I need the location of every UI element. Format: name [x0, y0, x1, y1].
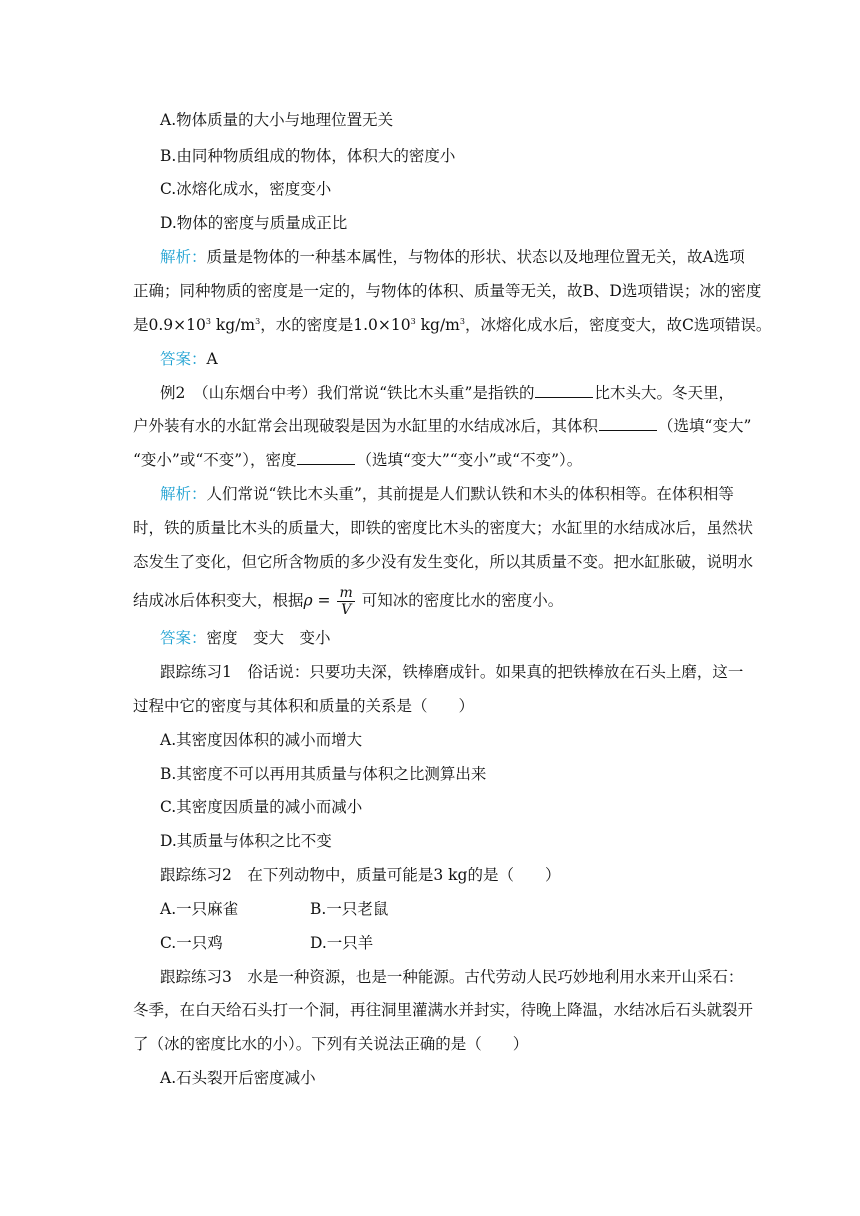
example-line — [133, 416, 751, 436]
unit: kg/m — [415, 316, 460, 334]
option-a: A.其密度因体积的减小而增大 — [160, 731, 363, 749]
analysis-line — [133, 315, 771, 335]
exponent: 3 — [459, 316, 465, 326]
analysis-line: 正确；同种物质的密度是一定的，与物体的体积、质量等无关，故B、D选项错误；冰的密度 — [133, 282, 762, 300]
example-text: 比木头大。冬天里， — [594, 384, 734, 402]
analysis-text: ，冰熔化成水后，密度变大，故C选项错误。 — [464, 316, 772, 334]
option-c: C.冰熔化成水，密度变小 — [160, 180, 332, 198]
example-text: 例2 （山东烟台中考）我们常说“铁比木头重”是指铁的 — [160, 384, 535, 402]
fill-blank — [535, 383, 593, 398]
analysis-text: 是0.9×10 — [133, 316, 206, 334]
formula-numerator: m — [339, 585, 353, 601]
exponent: 3 — [205, 316, 211, 326]
density-symbol: ρ = — [303, 591, 336, 610]
practice-line: 跟踪练习2 在下列动物中，质量可能是3 kg的是（ ） — [160, 866, 561, 884]
example-text: （选填“变大”“变小”或“不变”）。 — [356, 451, 583, 469]
answer-label: 答案： — [160, 629, 207, 647]
analysis-text: 可知冰的密度比水的密度小。 — [356, 591, 564, 610]
practice-line: 跟踪练习3 水是一种资源，也是一种能源。古代劳动人民巧妙地利用水来开山采石： — [160, 968, 744, 986]
example-line — [133, 450, 582, 470]
analysis-line — [160, 247, 745, 267]
option-a: A.物体质量的大小与地理位置无关 — [160, 111, 394, 129]
practice-line: 过程中它的密度与其体积和质量的关系是（ ） — [133, 697, 475, 715]
practice-line: 了（冰的密度比水的小）。下列有关说法正确的是（ ） — [133, 1035, 529, 1053]
answer-value: 密度 变大 变小 — [206, 629, 331, 647]
example-line — [160, 383, 734, 403]
answer-label: 答案： — [160, 350, 207, 368]
fill-blank — [297, 450, 355, 465]
analysis-line — [133, 585, 563, 618]
option-b: B.其密度不可以再用其质量与体积之比测算出来 — [160, 765, 487, 783]
exponent: 3 — [410, 316, 416, 326]
formula-denominator: V — [341, 602, 352, 618]
analysis-line: 时，铁的质量比木头的质量大，即铁的密度比木头的密度大；水缸里的水结成冰后，虽然状 — [133, 519, 754, 537]
practice-line: 冬季，在白天给石头打一个洞，再往洞里灌满水并封实，待晚上降温，水结冰后石头就裂开 — [133, 1001, 754, 1019]
formula-fraction — [337, 585, 354, 618]
option-a: A.石头裂开后密度减小 — [160, 1069, 316, 1087]
option-a: A.一只麻雀 — [160, 900, 239, 918]
analysis-line: 态发生了变化，但它所含物质的多少没有发生变化，所以其质量不变。把水缸胀破，说明水 — [133, 553, 754, 571]
analysis-text: 质量是物体的一种基本属性，与物体的形状、状态以及地理位置无关，故A选项 — [206, 248, 745, 266]
fill-blank — [599, 416, 657, 431]
answer-value: A — [206, 350, 218, 368]
analysis-text: 结成冰后体积变大，根据 — [133, 591, 304, 610]
answer-line — [160, 628, 331, 648]
answer-line — [160, 349, 218, 369]
analysis-label: 解析： — [160, 485, 207, 503]
exponent: 3 — [255, 316, 261, 326]
analysis-text: ，水的密度是1.0×10 — [260, 316, 411, 334]
analysis-text: 人们常说“铁比木头重”，其前提是人们默认铁和木头的体积相等。在体积相等 — [206, 485, 734, 503]
option-b: B.由同种物质组成的物体，体积大的密度小 — [160, 147, 456, 165]
option-d: D.一只羊 — [310, 934, 374, 952]
option-c: C.其密度因质量的减小而减小 — [160, 798, 363, 816]
example-text: “变小”或“不变”），密度 — [133, 451, 297, 469]
option-d: D.物体的密度与质量成正比 — [160, 214, 348, 232]
option-d: D.其质量与体积之比不变 — [160, 832, 332, 850]
analysis-line — [160, 484, 734, 504]
option-c: C.一只鸡 — [160, 934, 223, 952]
option-b: B.一只老鼠 — [310, 900, 389, 918]
practice-line: 跟踪练习1 俗话说：只要功夫深，铁棒磨成针。如果真的把铁棒放在石头上磨，这一 — [160, 663, 744, 681]
unit: kg/m — [210, 316, 256, 334]
analysis-label: 解析： — [160, 248, 207, 266]
example-text: 户外装有水的水缸常会出现破裂是因为水缸里的水结成冰后，其体积 — [133, 417, 599, 435]
example-text: （选填“变大” — [658, 417, 752, 435]
